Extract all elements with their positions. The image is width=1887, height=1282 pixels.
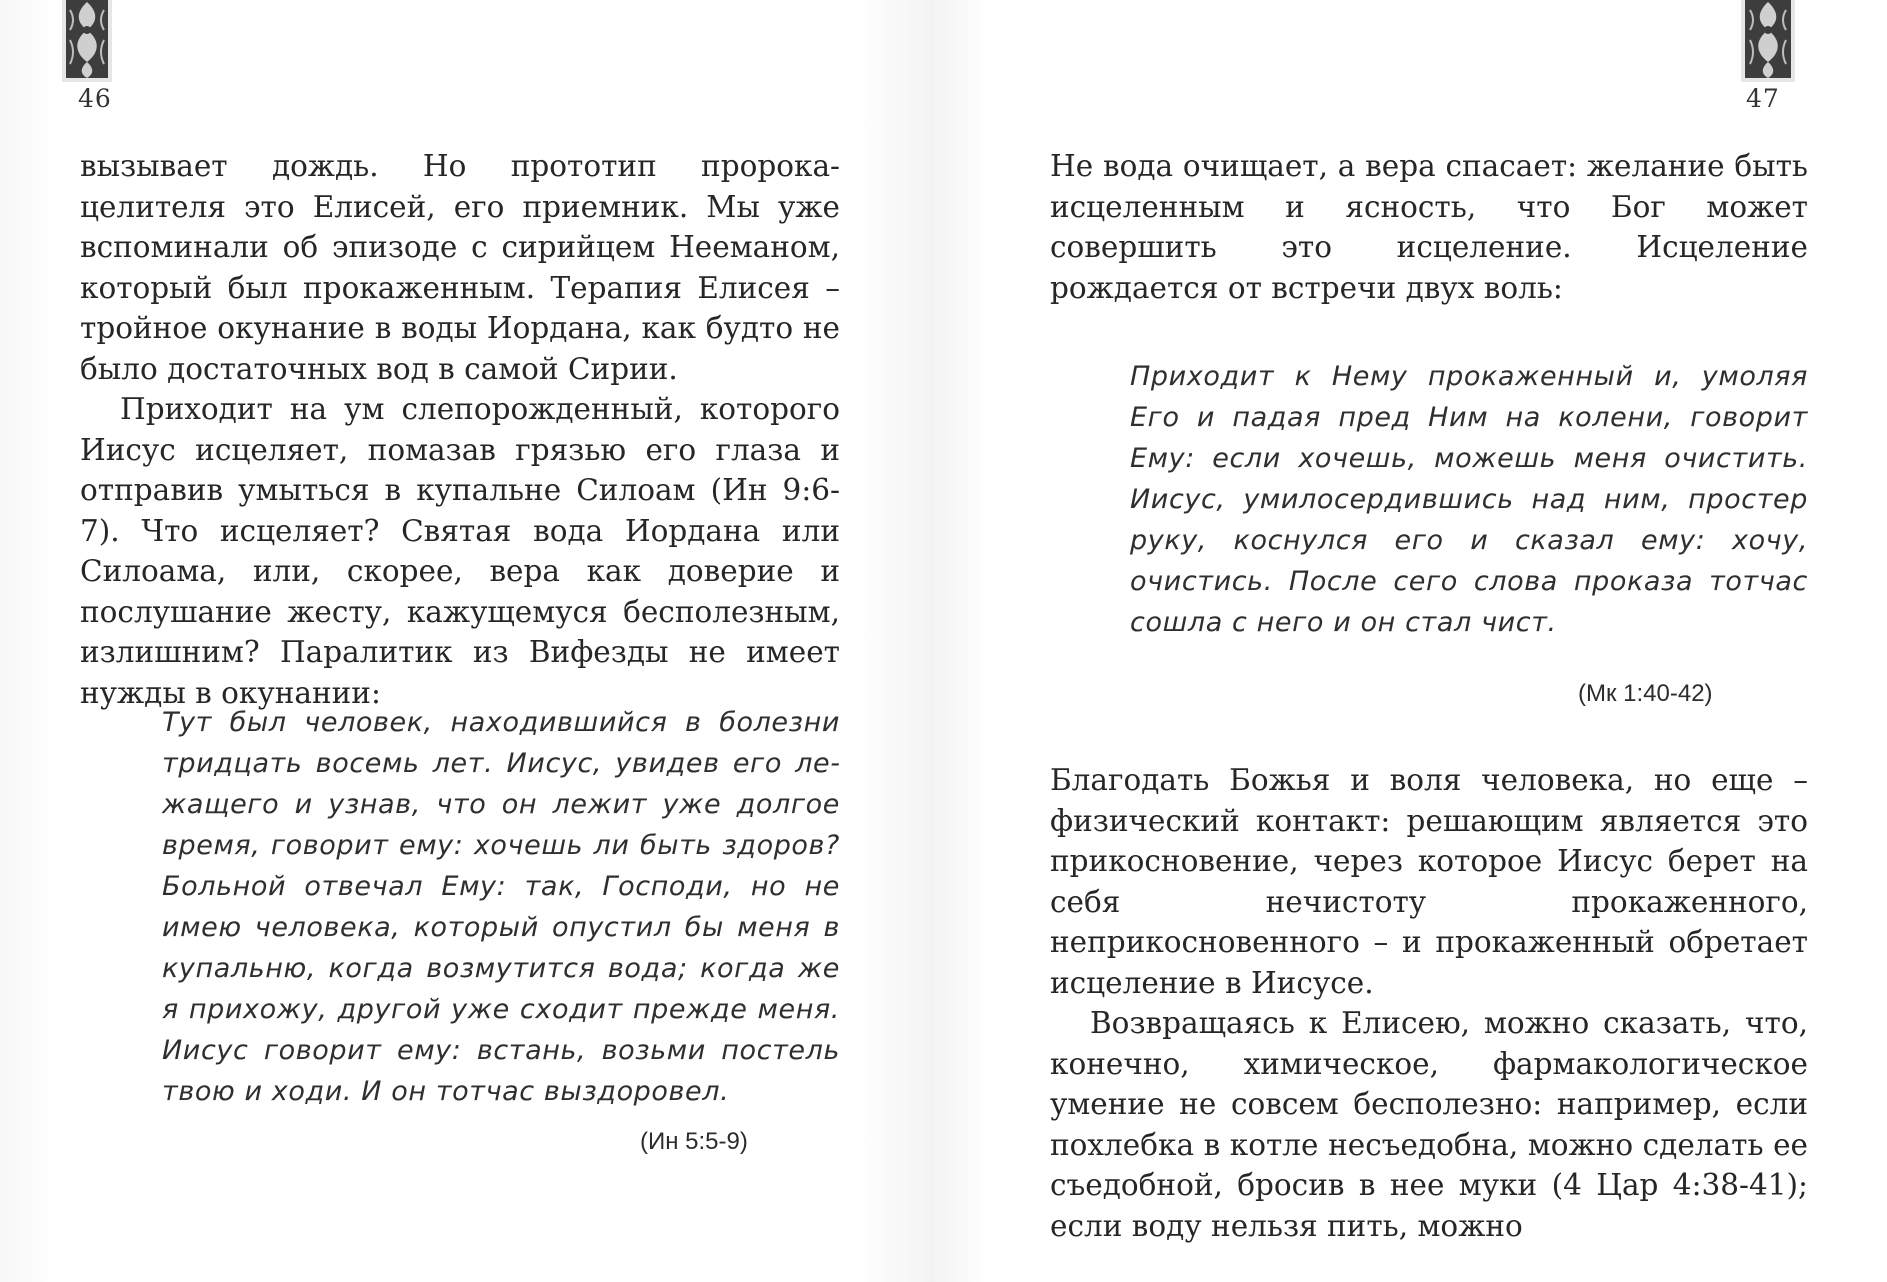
ornament-icon — [1741, 0, 1795, 82]
paragraph: Не вода очищает, а вера спасает: желание быть исцеленным и ясность, что Бог может совершить это исцеление. Исцеление рождается от встречи двух воль: — [1050, 149, 1808, 305]
body-text — [1050, 146, 1808, 308]
ornament-icon — [62, 0, 112, 82]
paragraph: Благодать Божья и воля человека, но еще – физический контакт: решающим является это прикосновение, через которое Иисус берет на себя нечистоту прокаженного, неприкосновенного – и прокаженный обретает исцеление в Иисусе. — [1050, 763, 1808, 1000]
page-number: 46 — [78, 84, 112, 113]
quote-citation: (Мк 1:40-42) — [1578, 680, 1713, 707]
paragraph: Возвращаясь к Елисею, можно сказать, что, конечно, химическое, фармакологическое умение не совсем бесполезно: например, если похлебка в котле несъедобна, можно сделать ее съедобной, бросив в нее муки (4 Цар 4:38-41); если воду нельзя пить, можно — [1050, 1006, 1808, 1243]
scripture-quote: Приходит к Нему прокаженный и, умоляя Его и падая пред Ним на колени, говорит Ему: если хочешь, можешь меня очистить. Иисус, умилосердившись над ним, простер руку, коснулся его и сказал ему: хочу, очистись. После сего слова проказа тотчас сошла с него и он стал чист. — [1130, 361, 1808, 638]
paragraph: Приходит на ум слепорожденный, которого Иисус исцеляет, помазав грязью его глаза и отправив умыться в купальне Силоам (Ин 9:6-7). Что исцеляет? Святая вода Иордана или Силоама, или, скорее, вера как доверие и послушание жесту, кажущемуся бесполезным, излишним? Паралитик из Вифезды не имеет нужды в окунании: — [80, 392, 840, 710]
body-text — [80, 146, 840, 713]
paragraph: вызывает дождь. Но прототип пророка-целителя это Елисей, его приемник. Мы уже вспоминали об эпизоде с сирийцем Нееманом, который был прокаженным. Терапия Елисея – тройное окунание в воды Иордана, как будто не было достаточных вод в самой Сирии. — [80, 149, 840, 386]
page-number: 47 — [1746, 84, 1780, 113]
scripture-quote: Тут был человек, находившийся в болезни тридцать восемь лет. Иисус, увидев его лежащего и узнав, что он лежит уже долгое время, говорит ему: хочешь ли быть здоров? Больной отвечал Ему: так, Господи, но не имею человека, который опустил бы меня в купальню, когда возмутится вода; когда же я прихожу, другой уже сходит прежде меня. Иисус говорит ему: встань, возьми постель твою и ходи. И он тотчас выздоровел. — [162, 707, 840, 1107]
left-page — [0, 0, 930, 1282]
quote-citation: (Ин 5:5-9) — [640, 1128, 748, 1155]
right-page — [930, 0, 1887, 1282]
body-text — [1050, 760, 1808, 1246]
